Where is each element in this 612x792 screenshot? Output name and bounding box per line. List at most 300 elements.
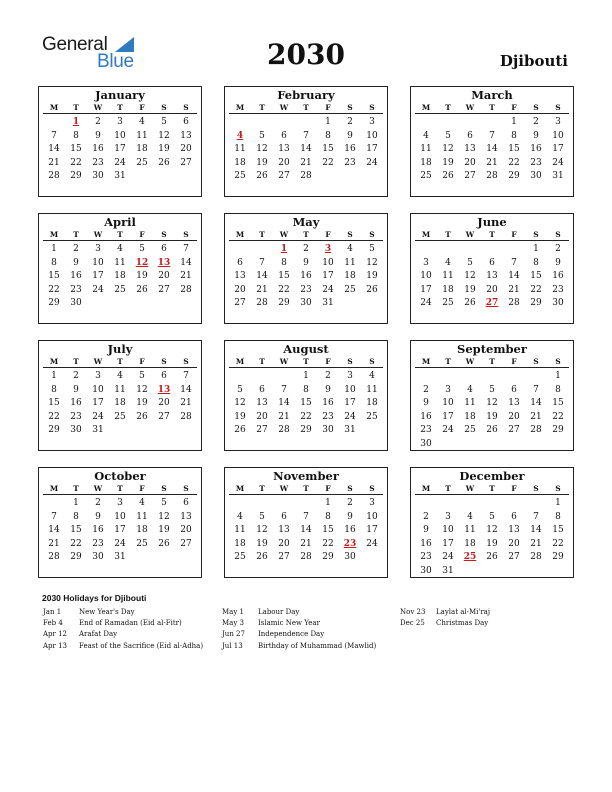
day: 6 — [467, 130, 473, 141]
weekday-label: W — [279, 230, 289, 239]
holiday-name: Feast of the Sacrifice (Eid al-Adha) — [79, 641, 204, 650]
day: 7 — [51, 130, 57, 141]
day: 5 — [139, 371, 145, 381]
day: 2 — [423, 384, 429, 395]
weekday-label: W — [279, 484, 289, 493]
empty-day — [525, 370, 547, 384]
day: 29 — [530, 298, 542, 308]
day: 16 — [420, 411, 432, 422]
day: 29 — [322, 552, 334, 562]
month-name: February — [277, 88, 335, 102]
day: 26 — [256, 552, 268, 562]
empty-day — [273, 116, 295, 130]
empty-day — [437, 116, 459, 130]
weekday-label: W — [465, 230, 475, 239]
day: 25 — [114, 411, 126, 422]
holiday-date: Nov 23 — [400, 608, 426, 616]
holiday-item — [43, 641, 203, 652]
empty-day — [229, 370, 251, 384]
day: 23 — [420, 552, 432, 562]
weekday-label: M — [421, 230, 431, 239]
day: 12 — [486, 398, 498, 408]
holiday-item — [222, 618, 376, 629]
day: 22 — [322, 157, 334, 168]
weekday-label: F — [325, 357, 331, 366]
day: 15 — [552, 525, 564, 535]
holiday-day: 13 — [157, 384, 171, 395]
month-calendar — [38, 86, 202, 197]
day: 18 — [234, 157, 246, 168]
day: 27 — [508, 425, 520, 435]
weekday-label: T — [73, 230, 79, 239]
day: 21 — [278, 411, 290, 422]
day: 4 — [347, 244, 353, 254]
day: 14 — [48, 144, 60, 154]
day: 5 — [445, 130, 451, 141]
day: 31 — [114, 171, 126, 181]
day: 24 — [442, 425, 454, 435]
day: 19 — [136, 398, 148, 408]
weekday-label: M — [235, 357, 245, 366]
holiday-column — [43, 607, 203, 652]
day: 3 — [117, 498, 123, 508]
weekday-label: F — [325, 103, 331, 112]
day: 12 — [486, 525, 498, 535]
day: 12 — [464, 271, 476, 281]
day: 12 — [158, 130, 170, 141]
empty-day — [229, 243, 251, 257]
day: 17 — [552, 144, 564, 154]
day: 25 — [136, 538, 148, 549]
day: 4 — [117, 244, 123, 254]
day: 30 — [420, 565, 432, 576]
day: 31 — [114, 552, 126, 562]
day: 24 — [92, 284, 104, 295]
day: 30 — [70, 425, 82, 435]
day: 30 — [530, 171, 542, 181]
day: 17 — [344, 398, 356, 408]
day: 2 — [423, 511, 429, 522]
weekday-label: S — [347, 357, 353, 366]
day: 13 — [464, 144, 476, 154]
day: 20 — [256, 411, 268, 422]
day: 20 — [180, 525, 192, 535]
month-name: August — [283, 342, 329, 356]
empty-day — [525, 497, 547, 511]
weekday-label: M — [49, 484, 59, 493]
day: 8 — [533, 257, 539, 268]
day: 13 — [508, 398, 520, 408]
day: 3 — [95, 244, 101, 254]
day: 13 — [508, 525, 520, 535]
holiday-name: Islamic New Year — [258, 619, 320, 628]
day: 4 — [467, 511, 473, 522]
day: 2 — [325, 371, 331, 381]
holiday-date: Dec 25 — [400, 619, 425, 628]
day: 5 — [259, 511, 265, 522]
day: 1 — [511, 117, 517, 127]
day: 6 — [281, 511, 287, 522]
day: 25 — [234, 171, 246, 181]
weekday-label: S — [369, 103, 375, 112]
day: 1 — [325, 117, 331, 127]
day: 16 — [70, 271, 82, 281]
empty-day — [481, 497, 503, 511]
day: 17 — [92, 398, 104, 408]
day: 26 — [442, 171, 454, 181]
day: 27 — [464, 171, 476, 181]
holiday-name: Christmas Day — [436, 619, 489, 628]
day: 3 — [95, 371, 101, 381]
empty-day — [43, 116, 65, 130]
day: 17 — [92, 271, 104, 281]
weekday-label: W — [93, 484, 103, 493]
month-calendar — [410, 86, 574, 197]
day: 24 — [366, 538, 378, 549]
day: 17 — [114, 144, 126, 154]
day: 7 — [183, 371, 189, 381]
day: 19 — [464, 284, 476, 295]
empty-day — [251, 497, 273, 511]
day: 1 — [533, 244, 539, 254]
day: 22 — [70, 157, 82, 168]
day: 3 — [445, 384, 451, 395]
month-calendar — [224, 467, 388, 578]
day: 8 — [303, 384, 309, 395]
day: 21 — [300, 538, 312, 549]
day: 3 — [369, 117, 375, 127]
weekday-label: T — [303, 357, 309, 366]
day: 22 — [508, 157, 520, 168]
day: 5 — [161, 117, 167, 127]
weekday-header — [43, 102, 197, 114]
day: 11 — [114, 257, 126, 268]
day: 8 — [325, 130, 331, 141]
day: 7 — [281, 384, 287, 395]
day: 28 — [530, 425, 542, 435]
day: 5 — [139, 244, 145, 254]
day: 8 — [555, 511, 561, 522]
day: 10 — [552, 130, 564, 141]
empty-day — [415, 370, 437, 384]
logo-general-text: General — [42, 34, 108, 55]
day: 6 — [511, 511, 517, 522]
holiday-column — [222, 607, 376, 652]
day: 22 — [278, 284, 290, 295]
month-calendar — [38, 340, 202, 451]
day: 8 — [281, 257, 287, 268]
day: 3 — [555, 117, 561, 127]
weekday-label: T — [73, 484, 79, 493]
weekday-label: T — [445, 230, 451, 239]
day: 4 — [445, 257, 451, 268]
weekday-header — [415, 356, 569, 368]
day: 20 — [234, 284, 246, 295]
day: 23 — [344, 157, 356, 168]
day: 4 — [467, 384, 473, 395]
day: 28 — [300, 171, 312, 181]
day: 22 — [322, 538, 334, 549]
day: 1 — [73, 498, 79, 508]
day: 4 — [423, 130, 429, 141]
weekday-label: T — [117, 484, 123, 493]
day: 19 — [486, 411, 498, 422]
day: 10 — [322, 257, 334, 268]
day: 10 — [420, 271, 432, 281]
day: 29 — [48, 425, 60, 435]
day: 11 — [234, 525, 246, 535]
day: 15 — [278, 271, 290, 281]
holiday-date: Jun 27 — [222, 630, 245, 639]
weekday-label: M — [421, 103, 431, 112]
day: 4 — [117, 371, 123, 381]
weekday-label: T — [489, 484, 495, 493]
empty-day — [481, 243, 503, 257]
weekday-label: S — [369, 357, 375, 366]
day: 10 — [92, 384, 104, 395]
day: 28 — [486, 171, 498, 181]
holiday-name: End of Ramadan (Eid al-Fitr) — [79, 619, 182, 628]
day: 23 — [530, 157, 542, 168]
holiday-name: Independence Day — [258, 630, 325, 639]
day: 12 — [158, 511, 170, 522]
day: 31 — [322, 298, 334, 308]
day: 16 — [70, 398, 82, 408]
day: 17 — [366, 144, 378, 154]
month-name: December — [459, 469, 525, 483]
weekday-label: M — [49, 357, 59, 366]
day: 7 — [51, 511, 57, 522]
day: 15 — [48, 398, 60, 408]
day: 18 — [344, 271, 356, 281]
holiday-day: 4 — [236, 130, 244, 141]
day: 16 — [322, 398, 334, 408]
empty-day — [503, 243, 525, 257]
holiday-name: Labour Day — [258, 608, 300, 616]
weekday-label: M — [235, 230, 245, 239]
weekday-label: T — [489, 230, 495, 239]
holiday-date: May 3 — [222, 619, 244, 628]
day: 14 — [256, 271, 268, 281]
month-calendar — [224, 86, 388, 197]
day: 29 — [508, 171, 520, 181]
day: 28 — [48, 171, 60, 181]
weekday-label: S — [533, 357, 539, 366]
day: 28 — [256, 298, 268, 308]
day: 18 — [114, 398, 126, 408]
day: 21 — [530, 411, 542, 422]
day: 11 — [114, 384, 126, 395]
day-grid — [229, 243, 383, 311]
empty-day — [229, 497, 251, 511]
month-name: November — [273, 469, 339, 483]
day: 25 — [234, 552, 246, 562]
weekday-label: W — [93, 357, 103, 366]
weekday-header — [43, 356, 197, 368]
day: 9 — [555, 257, 561, 268]
day: 8 — [555, 384, 561, 395]
day: 5 — [489, 384, 495, 395]
day: 30 — [322, 425, 334, 435]
day: 13 — [278, 525, 290, 535]
day: 24 — [366, 157, 378, 168]
day: 16 — [420, 538, 432, 549]
day: 12 — [234, 398, 246, 408]
weekday-header — [415, 483, 569, 495]
weekday-label: T — [117, 103, 123, 112]
weekday-label: S — [555, 484, 561, 493]
weekday-label: W — [93, 103, 103, 112]
weekday-label: S — [183, 484, 189, 493]
day: 2 — [347, 117, 353, 127]
day: 15 — [322, 525, 334, 535]
day: 15 — [322, 144, 334, 154]
day: 14 — [180, 257, 192, 268]
weekday-label: S — [555, 230, 561, 239]
weekday-label: S — [183, 230, 189, 239]
day: 9 — [95, 511, 101, 522]
day: 20 — [486, 284, 498, 295]
day: 5 — [489, 511, 495, 522]
weekday-label: T — [489, 357, 495, 366]
day-grid — [229, 116, 383, 184]
holiday-item — [400, 618, 490, 629]
day: 10 — [92, 257, 104, 268]
day: 6 — [161, 244, 167, 254]
day: 6 — [259, 384, 265, 395]
month-calendar — [38, 467, 202, 578]
month-calendar — [38, 213, 202, 324]
month-name: January — [95, 88, 145, 102]
weekday-label: T — [117, 357, 123, 366]
day: 7 — [511, 257, 517, 268]
holiday-column — [400, 607, 490, 629]
day: 3 — [445, 511, 451, 522]
weekday-label: W — [279, 357, 289, 366]
day: 9 — [95, 130, 101, 141]
day: 13 — [256, 398, 268, 408]
day: 6 — [489, 257, 495, 268]
day: 19 — [442, 157, 454, 168]
day: 11 — [464, 525, 476, 535]
weekday-label: T — [117, 230, 123, 239]
day: 31 — [92, 425, 104, 435]
holiday-date: Jul 13 — [222, 641, 243, 650]
empty-day — [273, 370, 295, 384]
day: 11 — [344, 257, 356, 268]
day: 14 — [48, 525, 60, 535]
holiday-day: 3 — [324, 244, 332, 254]
weekday-label: T — [259, 103, 265, 112]
holiday-name: Birthday of Muhammad (Mawlid) — [258, 641, 377, 650]
weekday-label: F — [511, 484, 517, 493]
day: 26 — [486, 425, 498, 435]
day-grid — [415, 116, 569, 184]
day: 16 — [344, 525, 356, 535]
day: 7 — [489, 130, 495, 141]
empty-day — [43, 497, 65, 511]
weekday-label: T — [303, 484, 309, 493]
day: 19 — [256, 157, 268, 168]
day: 6 — [237, 257, 243, 268]
day: 10 — [366, 130, 378, 141]
month-name: July — [107, 342, 133, 356]
day: 6 — [161, 371, 167, 381]
weekday-label: S — [533, 230, 539, 239]
day: 7 — [303, 130, 309, 141]
day-grid — [229, 370, 383, 438]
day: 2 — [347, 498, 353, 508]
day: 13 — [234, 271, 246, 281]
day: 28 — [508, 298, 520, 308]
day: 2 — [95, 498, 101, 508]
day: 2 — [303, 244, 309, 254]
weekday-label: M — [235, 484, 245, 493]
holiday-date: Feb 4 — [43, 619, 63, 628]
holiday-date: Apr 12 — [43, 630, 68, 639]
weekday-label: S — [347, 484, 353, 493]
weekday-label: S — [533, 103, 539, 112]
day: 23 — [420, 425, 432, 435]
weekday-header — [415, 229, 569, 241]
empty-day — [459, 116, 481, 130]
day: 2 — [73, 244, 79, 254]
day: 27 — [180, 157, 192, 168]
day: 7 — [259, 257, 265, 268]
month-calendar — [410, 467, 574, 578]
weekday-header — [229, 102, 383, 114]
day: 25 — [366, 411, 378, 422]
day: 26 — [136, 411, 148, 422]
day: 22 — [48, 411, 60, 422]
day: 15 — [552, 398, 564, 408]
day: 1 — [51, 371, 57, 381]
day: 7 — [533, 511, 539, 522]
empty-day — [459, 243, 481, 257]
day: 24 — [420, 298, 432, 308]
day: 8 — [73, 130, 79, 141]
weekday-label: F — [139, 103, 145, 112]
day: 10 — [114, 511, 126, 522]
empty-day — [295, 497, 317, 511]
day: 18 — [464, 411, 476, 422]
day: 14 — [300, 144, 312, 154]
day: 18 — [464, 538, 476, 549]
holiday-date: May 1 — [222, 608, 244, 616]
day: 27 — [278, 552, 290, 562]
day: 15 — [508, 144, 520, 154]
day: 31 — [552, 171, 564, 181]
weekday-label: F — [511, 230, 517, 239]
day: 9 — [303, 257, 309, 268]
day: 26 — [486, 552, 498, 562]
day: 9 — [347, 130, 353, 141]
day: 6 — [281, 130, 287, 141]
holidays-title: 2030 Holidays for Djibouti — [42, 593, 147, 603]
day: 22 — [552, 411, 564, 422]
day: 7 — [533, 384, 539, 395]
day: 17 — [420, 284, 432, 295]
day: 21 — [530, 538, 542, 549]
month-calendar — [410, 340, 574, 451]
day: 9 — [423, 398, 429, 408]
empty-day — [503, 370, 525, 384]
day-grid — [43, 116, 197, 184]
day-grid — [43, 370, 197, 438]
empty-day — [273, 497, 295, 511]
day-grid — [229, 497, 383, 565]
weekday-label: F — [139, 484, 145, 493]
